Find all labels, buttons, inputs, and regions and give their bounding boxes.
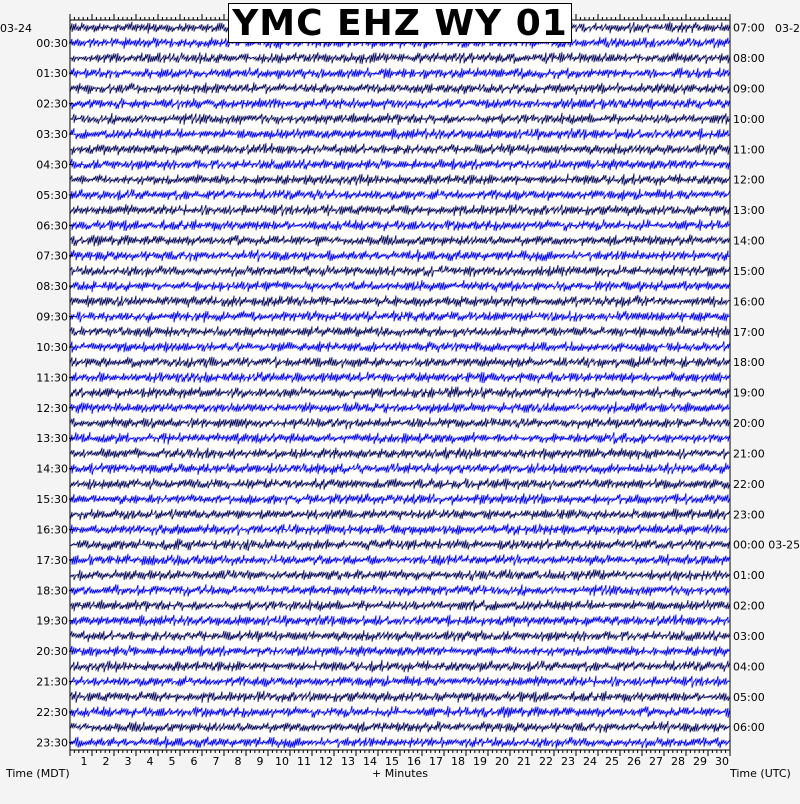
- x-tick-label: 21: [517, 755, 531, 768]
- x-tick-label: 18: [451, 755, 465, 768]
- x-tick-label: 29: [693, 755, 707, 768]
- x-tick-label: 9: [256, 755, 264, 768]
- x-tick-label: 26: [627, 755, 641, 768]
- right-time-label: 20:00: [733, 417, 765, 431]
- left-time-label: 08:30: [36, 280, 68, 294]
- left-time-label: 15:30: [36, 493, 68, 507]
- x-tick-label: 10: [275, 755, 289, 768]
- start-date-label: 03-24: [0, 22, 32, 35]
- left-time-label: 04:30: [36, 158, 68, 172]
- left-time-label: 03:30: [36, 128, 68, 142]
- left-axis-title: Time (MDT): [6, 767, 70, 780]
- x-tick-label: 20: [495, 755, 509, 768]
- left-time-label: 19:30: [36, 614, 68, 628]
- x-tick-label: 2: [102, 755, 110, 768]
- left-time-label: 23:30: [36, 736, 68, 750]
- x-tick-label: 28: [671, 755, 685, 768]
- x-tick-label: 7: [212, 755, 220, 768]
- left-time-label: 16:30: [36, 523, 68, 537]
- left-time-label: 09:30: [36, 310, 68, 324]
- chart-title: YMC EHZ WY 01: [228, 3, 572, 43]
- x-tick-label: 22: [539, 755, 553, 768]
- left-time-label: 20:30: [36, 645, 68, 659]
- x-tick-label: 16: [407, 755, 421, 768]
- x-tick-label: 4: [146, 755, 154, 768]
- x-tick-label: 12: [319, 755, 333, 768]
- right-time-label: 14:00: [733, 234, 765, 248]
- left-time-label: 13:30: [36, 432, 68, 446]
- left-time-label: 10:30: [36, 340, 68, 354]
- x-tick-label: 1: [80, 755, 88, 768]
- x-tick-label: 14: [363, 755, 377, 768]
- x-tick-label: 17: [429, 755, 443, 768]
- x-tick-label: 23: [561, 755, 575, 768]
- right-time-label: 16:00: [733, 295, 765, 309]
- right-time-label: 17:00: [733, 325, 765, 339]
- right-time-label: 01:00: [733, 569, 765, 583]
- x-tick-label: 15: [385, 755, 399, 768]
- x-tick-label: 11: [297, 755, 311, 768]
- left-time-label: 02:30: [36, 97, 68, 111]
- left-time-label: 05:30: [36, 188, 68, 202]
- right-time-label: 00:00 03-25: [733, 538, 800, 552]
- x-tick-label: 25: [605, 755, 619, 768]
- right-time-label: 06:00: [733, 721, 765, 735]
- x-tick-label: 6: [190, 755, 198, 768]
- left-time-label: 06:30: [36, 219, 68, 233]
- plot-area: [70, 20, 730, 750]
- right-axis-title: Time (UTC): [730, 767, 791, 780]
- left-time-label: 12:30: [36, 401, 68, 415]
- right-time-label: 09:00: [733, 82, 765, 96]
- right-time-label: 23:00: [733, 508, 765, 522]
- left-time-label: 14:30: [36, 462, 68, 476]
- right-time-label: 02:00: [733, 599, 765, 613]
- right-time-label: 15:00: [733, 264, 765, 278]
- right-time-label: 18:00: [733, 356, 765, 370]
- left-time-label: 00:30: [36, 36, 68, 50]
- right-time-label: 03:00: [733, 629, 765, 643]
- left-time-label: 11:30: [36, 371, 68, 385]
- right-time-label: 10:00: [733, 112, 765, 126]
- left-time-label: 17:30: [36, 553, 68, 567]
- right-time-label: 12:00: [733, 173, 765, 187]
- x-tick-label: 13: [341, 755, 355, 768]
- left-time-label: 18:30: [36, 584, 68, 598]
- left-time-label: 22:30: [36, 705, 68, 719]
- left-time-label: 01:30: [36, 67, 68, 81]
- right-time-label: 11:00: [733, 143, 765, 157]
- utc-date-label: 03-2: [775, 22, 800, 35]
- x-tick-label: 19: [473, 755, 487, 768]
- right-time-label: 13:00: [733, 204, 765, 218]
- right-time-label: 04:00: [733, 660, 765, 674]
- right-time-label: 22:00: [733, 477, 765, 491]
- x-tick-label: 8: [234, 755, 242, 768]
- x-tick-label: 30: [715, 755, 729, 768]
- right-time-label: 07:00: [733, 21, 765, 35]
- right-time-label: 08:00: [733, 52, 765, 66]
- x-tick-label: 27: [649, 755, 663, 768]
- left-time-label: 21:30: [36, 675, 68, 689]
- x-tick-label: 3: [124, 755, 132, 768]
- left-time-labels: [36, 37, 73, 750]
- right-time-label: 05:00: [733, 690, 765, 704]
- x-axis-title: + Minutes: [372, 767, 429, 780]
- x-tick-label: 5: [168, 755, 176, 768]
- left-time-label: 07:30: [36, 249, 68, 263]
- right-time-label: 21:00: [733, 447, 765, 461]
- x-tick-label: 24: [583, 755, 597, 768]
- right-time-labels: [733, 22, 800, 735]
- right-time-label: 19:00: [733, 386, 765, 400]
